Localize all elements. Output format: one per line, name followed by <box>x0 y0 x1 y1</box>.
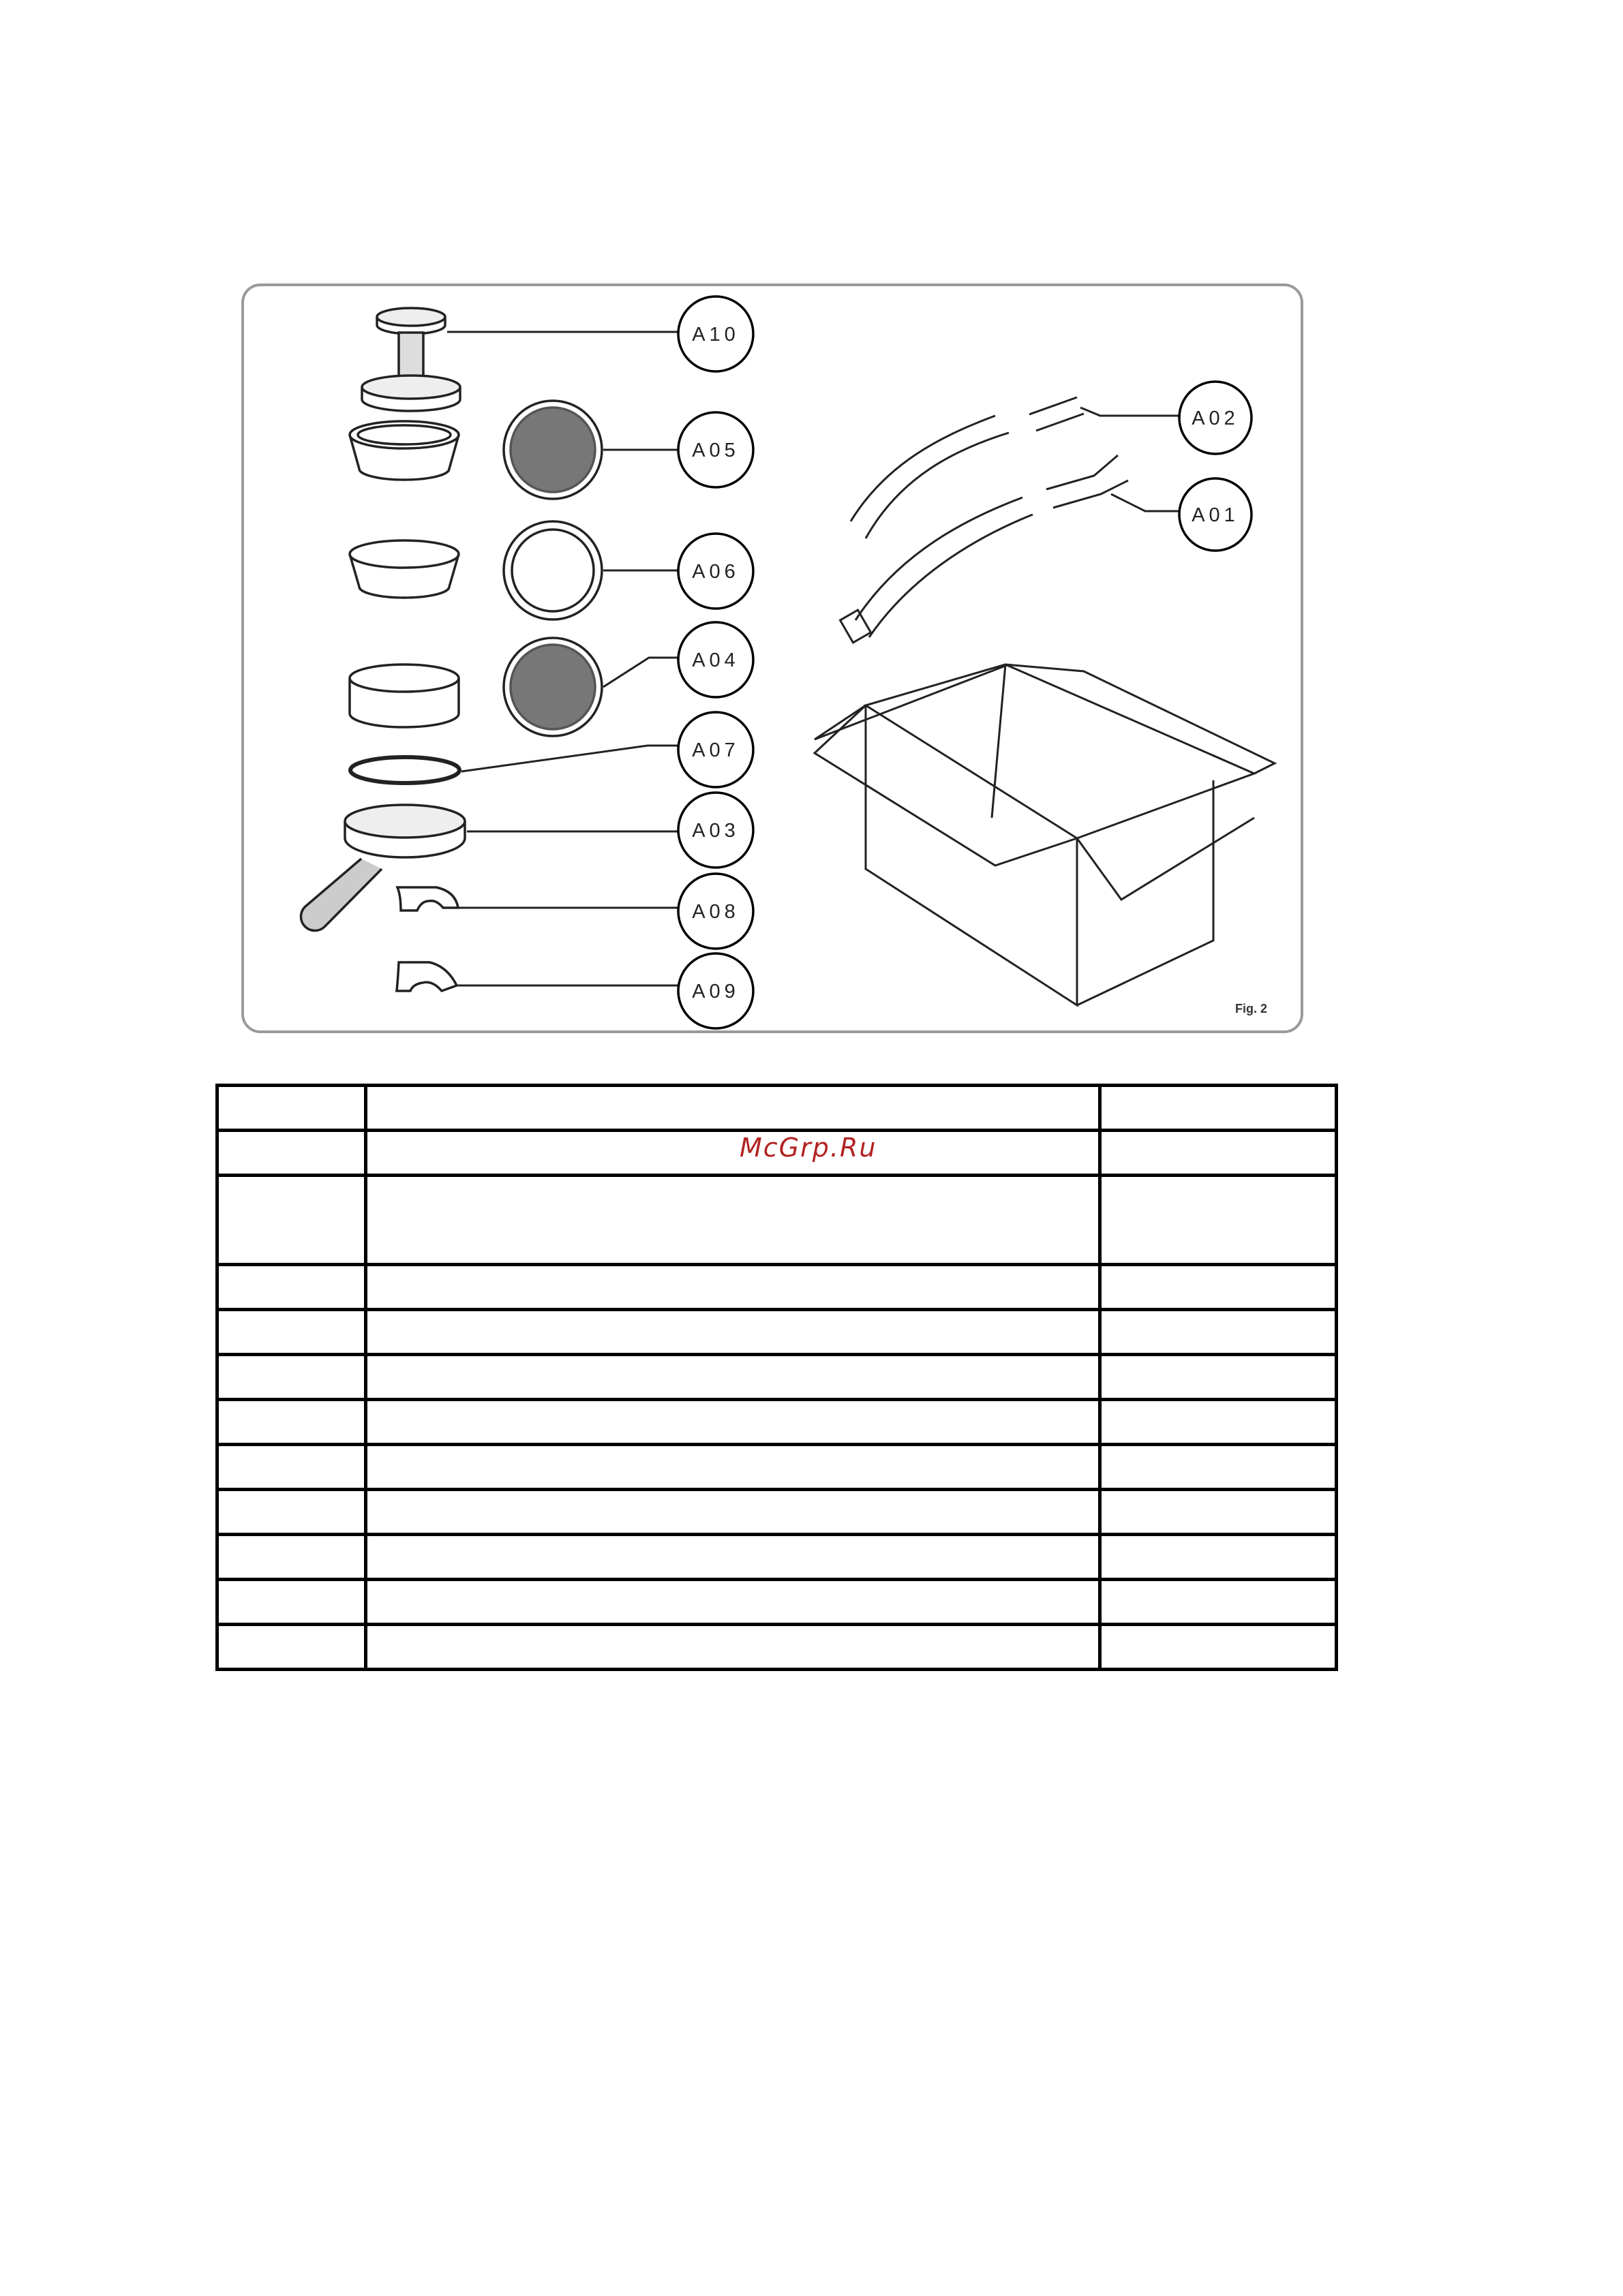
parts-figure <box>0 0 1623 1063</box>
callout-a06 <box>678 534 753 609</box>
callout-a08-label: A08 <box>692 901 740 923</box>
callout-a03-label: A03 <box>692 820 740 842</box>
figure-label: Fig. 2 <box>1235 1002 1268 1015</box>
table-row <box>217 1176 1337 1265</box>
callout-a06-label: A06 <box>692 561 740 583</box>
table-row <box>217 1580 1337 1625</box>
callout-a01 <box>1179 478 1252 551</box>
callout-a02 <box>1179 382 1252 454</box>
callout-a08 <box>678 874 753 949</box>
filter-disc-illustration-3 <box>504 638 602 736</box>
table-row <box>217 1535 1337 1580</box>
table-row <box>217 1086 1337 1131</box>
filter-disc-illustration-2 <box>504 521 602 619</box>
callout-a09 <box>678 953 753 1028</box>
table-row <box>217 1490 1337 1535</box>
callout-a09-label: A09 <box>692 981 740 1002</box>
callout-a05-label: A05 <box>692 440 740 461</box>
table-row <box>217 1265 1337 1310</box>
callout-a01-label: A01 <box>1192 504 1239 526</box>
table-row <box>217 1445 1337 1490</box>
callout-a04-label: A04 <box>692 649 740 671</box>
table-row <box>217 1355 1337 1400</box>
callout-a04 <box>678 622 753 697</box>
table-row <box>217 1400 1337 1445</box>
callout-a10-label: A10 <box>692 324 740 346</box>
callout-a10 <box>678 296 753 371</box>
callout-a02-label: A02 <box>1192 408 1239 429</box>
callout-a07-label: A07 <box>692 739 740 761</box>
table-row <box>217 1310 1337 1355</box>
callout-a07 <box>678 712 753 787</box>
parts-table <box>215 1084 1338 1671</box>
callout-a03 <box>678 793 753 868</box>
filter-disc-illustration-1 <box>504 401 602 499</box>
table-row <box>217 1625 1337 1670</box>
callout-a05 <box>678 412 753 487</box>
watermark: McGrp.Ru <box>740 1133 877 1163</box>
